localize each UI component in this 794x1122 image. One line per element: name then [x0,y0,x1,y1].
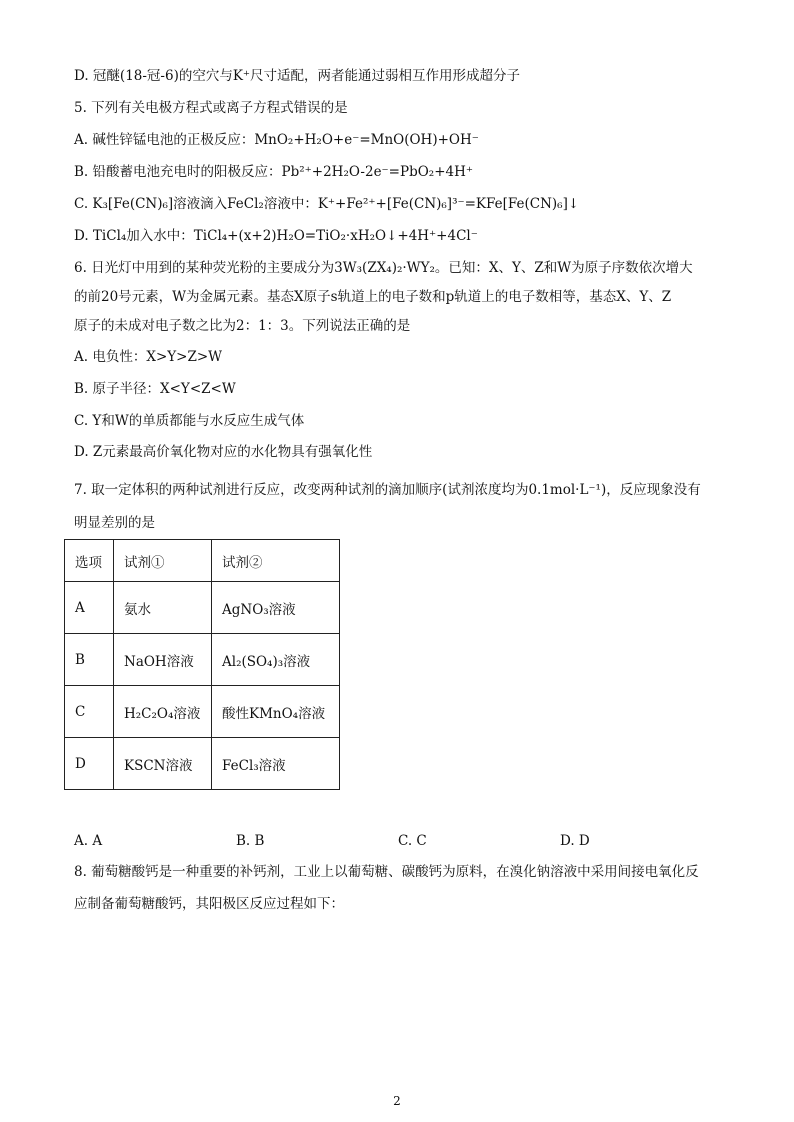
q6-stem-line3: 原子的未成对电子数之比为2：1：3。下列说法正确的是 [74,318,411,334]
q6-option-d: D. Z元素最高价氧化物对应的水化物具有强氧化性 [74,444,373,460]
q7-stem-line2: 明显差别的是 [74,515,155,531]
table-cell: H₂C₂O₄溶液 [114,686,212,738]
q7-stem-line1: 7. 取一定体积的两种试剂进行反应，改变两种试剂的滴加顺序(试剂浓度均为0.1mol·L⁻¹)，反应现象没有 [74,482,701,498]
q7-answer-d: D. D [560,833,590,849]
q7-answer-a: A. A [74,833,103,849]
table-cell: NaOH溶液 [114,634,212,686]
q8-stem-line2: 应制备葡萄糖酸钙，其阳极区反应过程如下： [74,896,344,912]
q6-option-a: A. 电负性：X>Y>Z>W [74,349,223,365]
q4-option-d: D. 冠醚(18-冠-6)的空穴与K⁺尺寸适配，两者能通过弱相互作用形成超分子 [74,68,521,84]
table-cell: Al₂(SO₄)₃溶液 [212,634,340,686]
q5-stem: 5. 下列有关电极方程式或离子方程式错误的是 [74,100,348,116]
q5-option-c: C. K₃[Fe(CN)₆]溶液滴入FeCl₂溶液中：K⁺+Fe²⁺+[Fe(CN)₆]³⁻=KFe[Fe(CN)₆]↓ [74,196,580,212]
q5-option-a: A. 碱性锌锰电池的正极反应：MnO₂+H₂O+e⁻=MnO(OH)+OH⁻ [74,132,479,148]
table-cell: C [65,686,114,738]
q6-option-c: C. Y和W的单质都能与水反应生成气体 [74,413,305,429]
q7-answer-c: C. C [398,833,427,849]
table-header-cell: 选项 [65,540,114,582]
q7-options-table [64,539,340,790]
q8-stem-line1: 8. 葡萄糖酸钙是一种重要的补钙剂，工业上以葡萄糖、碳酸钙为原料，在溴化钠溶液中采用间接电氧化反 [74,864,699,880]
table-cell: D [65,738,114,790]
table-cell: A [65,582,114,634]
table-header-cell: 试剂① [114,540,212,582]
table-row [65,582,340,634]
table-cell: 酸性KMnO₄溶液 [212,686,340,738]
table-row [65,634,340,686]
table-cell: FeCl₃溶液 [212,738,340,790]
table-header-row [65,540,340,582]
table-cell: KSCN溶液 [114,738,212,790]
table-row [65,738,340,790]
q6-option-b: B. 原子半径：X<Y<Z<W [74,381,236,397]
q6-stem-line2: 的前20号元素，W为金属元素。基态X原子s轨道上的电子数和p轨道上的电子数相等，基态X、Y、Z [74,289,672,305]
table-cell: B [65,634,114,686]
table-cell: 氨水 [114,582,212,634]
q6-stem-line1: 6. 日光灯中用到的某种荧光粉的主要成分为3W₃(ZX₄)₂·WY₂。已知：X、Y、Z和W为原子序数依次增大 [74,260,693,276]
q7-answer-b: B. B [236,833,265,849]
table-header-cell: 试剂② [212,540,340,582]
table-row [65,686,340,738]
q5-option-b: B. 铅酸蓄电池充电时的阳极反应：Pb²⁺+2H₂O-2e⁻=PbO₂+4H⁺ [74,164,473,180]
table-cell: AgNO₃溶液 [212,582,340,634]
page-number: 2 [393,1094,401,1108]
q5-option-d: D. TiCl₄加入水中：TiCl₄+(x+2)H₂O=TiO₂·xH₂O↓+4H⁺+4Cl⁻ [74,228,478,244]
